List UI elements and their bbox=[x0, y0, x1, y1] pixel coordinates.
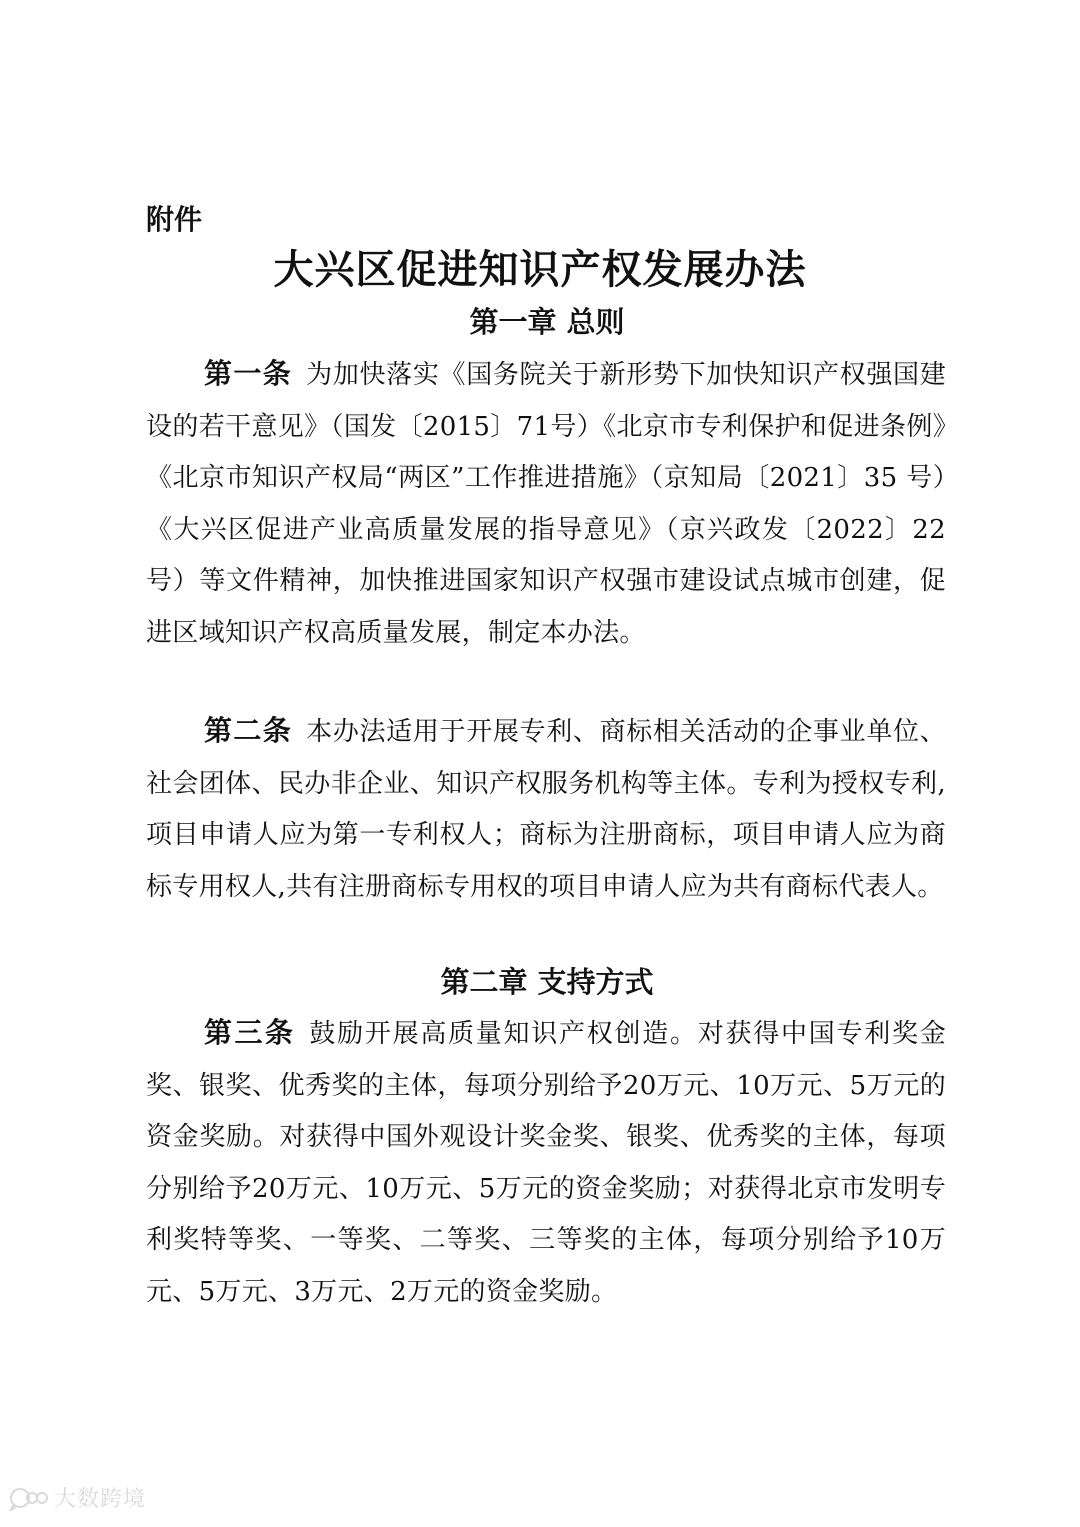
attachment-label: 附件 bbox=[146, 203, 203, 236]
chat-bubble-logo-icon bbox=[8, 1485, 50, 1511]
article-3 bbox=[146, 1007, 946, 1318]
article-3-label: 第三条 bbox=[204, 1016, 296, 1049]
document-title: 大兴区促进知识产权发展办法 bbox=[273, 247, 807, 293]
article-2 bbox=[146, 705, 946, 913]
article-1-text: 为加快落实《国务院关于新形势下加快知识产权强国建设的若干意见》（国发〔2015〕71号）《北京市专利保护和促进条例》《北京市知识产权局“两区”工作推进措施》（京知局〔2021〕35 号）《大兴区促进产业高质量发展的指导意见》（京兴政发〔2022〕22号）等文件精神，加快推进国家知识产权强市建设试点城市创建，促进区域知识产权高质量发展，制定本办法。 bbox=[146, 360, 946, 648]
article-2-text: 本办法适用于开展专利、商标相关活动的企事业单位、社会团体、民办非企业、知识产权服务机构等主体。专利为授权专利,项目申请人应为第一专利权人；商标为注册商标，项目申请人应为商标专用权人,共有注册商标专用权的项目申请人应为共有商标代表人。 bbox=[146, 717, 946, 902]
article-1 bbox=[146, 348, 946, 659]
article-1-label: 第一条 bbox=[204, 357, 293, 390]
article-2-label: 第二条 bbox=[204, 714, 293, 747]
chapter-2-heading: 第二章 支持方式 bbox=[440, 965, 654, 999]
article-3-text: 鼓励开展高质量知识产权创造。对获得中国专利奖金奖、银奖、优秀奖的主体，每项分别给予20万元、10万元、5万元的资金奖励。对获得中国外观设计奖金奖、银奖、优秀奖的主体，每项分别给予20万元、10万元、5万元的资金奖励；对获得北京市发明专利奖特等奖、一等奖、二等奖、三等奖的主体，每项分别给予10万元、5万元、3万元、2万元的资金奖励。 bbox=[146, 1019, 946, 1307]
watermark bbox=[8, 1482, 146, 1513]
watermark-text: 大数跨境 bbox=[54, 1487, 147, 1512]
chapter-1-heading: 第一章 总则 bbox=[469, 305, 625, 339]
